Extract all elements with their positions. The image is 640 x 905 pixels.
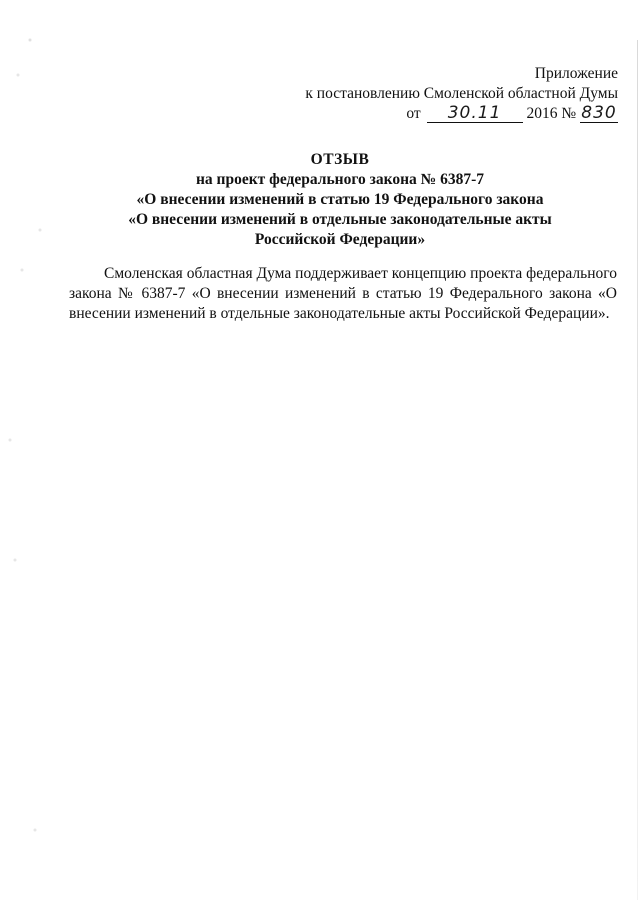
attachment-resolution: к постановлению Смоленской областной Думы: [305, 85, 618, 102]
title-line-2: «О внесении изменений в статью 19 Федерального закона: [136, 191, 544, 208]
attachment-label: Приложение: [534, 65, 618, 82]
title-block: [60, 150, 620, 250]
attachment-date-line: [305, 104, 618, 124]
scan-edge: [637, 40, 638, 900]
document-title: ОТЗЫВ: [310, 151, 370, 168]
scan-noise: [0, 0, 60, 905]
handwritten-date: 30.11: [427, 104, 523, 123]
date-prefix: от: [406, 105, 421, 122]
title-line-3: «О внесении изменений в отдельные законодательные акты: [128, 211, 552, 228]
year-number-label: 2016 №: [526, 105, 577, 122]
title-line-4: Российской Федерации»: [254, 231, 426, 248]
handwritten-number: 830: [581, 103, 617, 123]
title-line-1: на проект федерального закона № 6387-7: [195, 171, 484, 188]
attachment-block: [305, 64, 618, 124]
body-paragraph: Смоленская областная Дума поддерживает концепцию проекта федерального закона № 6387-7 «О внесении изменений в статью 19 Федерального закона «О внесении изменений в отдельные законодательные акты Российской Федерации».: [69, 264, 617, 322]
